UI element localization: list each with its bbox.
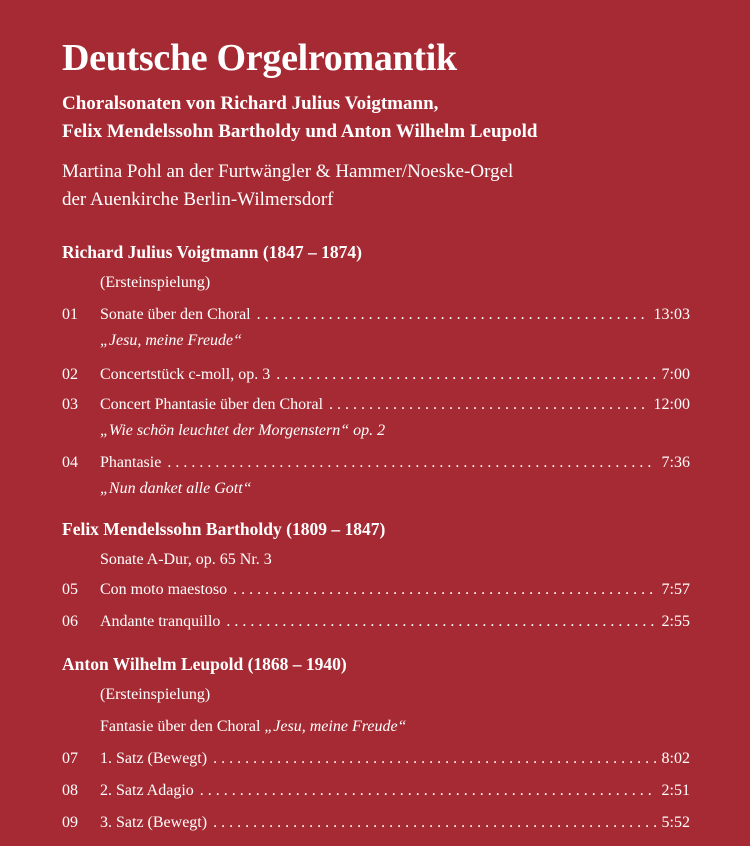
track-duration: 7:57 [661, 581, 690, 598]
fantasie-prefix: Fantasie über den Choral [100, 718, 265, 735]
performer-line: Martina Pohl an der Furtwängler & Hammer/Noeske-Orgel [62, 161, 514, 182]
dot-leader [329, 394, 648, 416]
dot-leader [213, 748, 655, 770]
track-duration: 2:55 [661, 613, 690, 630]
track-row [62, 579, 690, 601]
track-title: Con moto maestoso [100, 581, 228, 598]
section-mendelssohn [62, 517, 690, 633]
track-duration: 8:02 [661, 750, 690, 767]
header [62, 34, 690, 214]
track-row [62, 780, 690, 802]
track-title: 1. Satz (Bewegt) [100, 750, 208, 767]
track-title: Sonate über den Choral [100, 306, 251, 323]
dot-leader [276, 364, 655, 386]
dot-leader [257, 304, 648, 326]
track-title: Concertstück c-moll, op. 3 [100, 366, 271, 383]
track-title: 2. Satz Adagio [100, 782, 194, 799]
dot-leader [213, 812, 655, 834]
subtitle-line: Choralsonaten von Richard Julius Voigtmann, [62, 93, 439, 114]
track-number: 02 [62, 366, 78, 383]
track-title: Andante tranquillo [100, 613, 221, 630]
track-number: 04 [62, 454, 78, 471]
track-number: 06 [62, 613, 78, 630]
track-number: 03 [62, 396, 78, 413]
track-subtitle: „Wie schön leuchtet der Morgenstern“ op. 2 [100, 422, 386, 439]
track-duration: 2:51 [661, 782, 690, 799]
track-row [62, 394, 690, 416]
track-row [62, 611, 690, 633]
track-title: Phantasie [100, 454, 162, 471]
track-number: 09 [62, 814, 78, 831]
track-duration: 13:03 [653, 306, 690, 323]
track-duration: 5:52 [661, 814, 690, 831]
section-note: Sonate A-Dur, op. 65 Nr. 3 [100, 551, 272, 568]
performer-info [62, 158, 690, 214]
section-voigtmann [62, 240, 690, 500]
composer-heading: Anton Wilhelm Leupold (1868 – 1940) [62, 654, 347, 674]
section-note: (Ersteinspielung) [100, 686, 211, 703]
track-duration: 7:36 [661, 454, 690, 471]
track-row [62, 812, 690, 834]
track-row [62, 364, 690, 386]
track-row [62, 452, 690, 474]
composer-heading: Felix Mendelssohn Bartholdy (1809 – 1847) [62, 519, 386, 539]
dot-leader [200, 780, 656, 802]
track-subtitle: „Nun danket alle Gott“ [100, 480, 252, 497]
fantasie-choral: „Jesu, meine Freude“ [264, 718, 407, 735]
section-note: (Ersteinspielung) [100, 274, 211, 291]
track-title: Concert Phantasie über den Choral [100, 396, 324, 413]
album-title: Deutsche Orgelromantik [62, 37, 457, 79]
section-leupold [62, 652, 690, 834]
subtitle-line: Felix Mendelssohn Bartholdy und Anton Wilhelm Leupold [62, 121, 538, 142]
dot-leader [226, 611, 655, 633]
album-subtitle [62, 90, 690, 146]
dot-leader [167, 452, 655, 474]
dot-leader [233, 579, 655, 601]
track-duration: 12:00 [653, 396, 690, 413]
track-number: 08 [62, 782, 78, 799]
track-number: 05 [62, 581, 78, 598]
track-title: 3. Satz (Bewegt) [100, 814, 208, 831]
track-row [62, 748, 690, 770]
track-subtitle: „Jesu, meine Freude“ [100, 332, 243, 349]
track-number: 01 [62, 306, 78, 323]
track-number: 07 [62, 750, 78, 767]
composer-heading: Richard Julius Voigtmann (1847 – 1874) [62, 242, 362, 262]
performer-line: der Auenkirche Berlin-Wilmersdorf [62, 189, 334, 210]
fantasie-note [62, 716, 690, 738]
track-duration: 7:00 [661, 366, 690, 383]
track-row [62, 304, 690, 326]
